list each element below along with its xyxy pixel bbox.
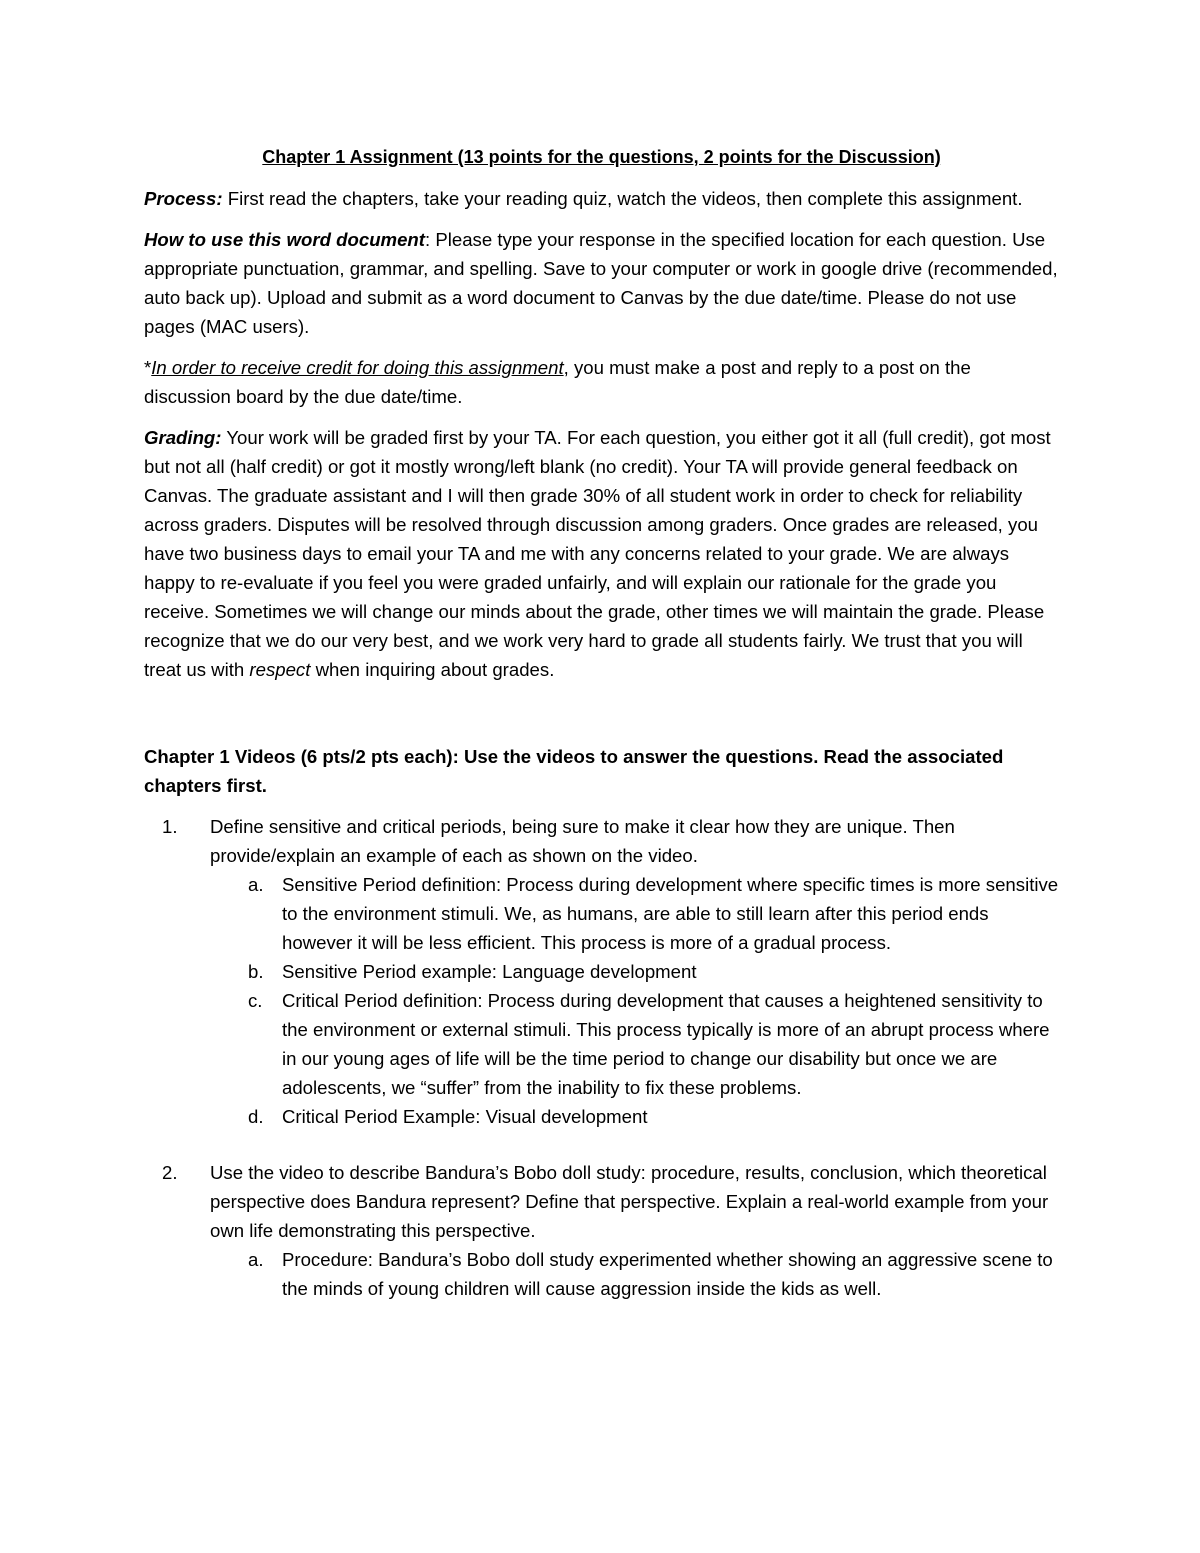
question-text: Define sensitive and critical periods, being sure to make it clear how they are unique. Then provide/explain an example of each as shown on the video. bbox=[210, 816, 955, 866]
process-paragraph bbox=[144, 184, 1059, 213]
grading-text-after: when inquiring about grades. bbox=[310, 659, 555, 680]
question-item bbox=[144, 812, 1059, 1131]
howto-paragraph bbox=[144, 225, 1059, 341]
credit-star: * bbox=[144, 357, 152, 378]
answer-text: Sensitive Period example: Language development bbox=[282, 961, 697, 982]
credit-text: , you must make a post and reply to a post on the discussion board by the due date/time. bbox=[144, 357, 971, 407]
grading-emphasis: respect bbox=[249, 659, 311, 680]
credit-paragraph bbox=[144, 353, 1059, 411]
process-text: First read the chapters, take your reading quiz, watch the videos, then complete this assignment. bbox=[222, 188, 1023, 209]
answer-letter: c. bbox=[248, 990, 263, 1011]
answer-text: Sensitive Period definition: Process during development where specific times is more sensitive to the environment stimuli. We, as humans, are able to still learn after this period ends however it will be less efficient. This process is more of a gradual process. bbox=[282, 874, 1059, 953]
videos-heading: Chapter 1 Videos (6 pts/2 pts each): Use the videos to answer the questions. Read the associated chapters first. bbox=[144, 746, 1004, 796]
question-text: Use the video to describe Bandura’s Bobo doll study: procedure, results, conclusion, which theoretical perspective does Bandura represent? Define that perspective. Explain a real-world example from your own life demonstrating this perspective. bbox=[210, 1162, 1049, 1241]
question-list bbox=[144, 812, 1059, 1303]
answer-letter: a. bbox=[248, 1249, 264, 1270]
question-item bbox=[144, 1158, 1059, 1303]
answer-item bbox=[144, 870, 1059, 957]
grading-text: Your work will be graded first by your TA. For each question, you either got it all (full credit), got most but not all (half credit) or got it mostly wrong/left blank (no credit). Your TA will provide general feedback on Canvas. The graduate assistant and I will then grade 30% of all student work in order to check for reliability across graders. Disputes will be resolved through discussion among graders. Once grades are released, you have two business days to email your TA and me with any concerns related to your grade. We are always happy to re-evaluate if you feel you were graded unfairly, and will explain our rationale for the grade you receive. Sometimes we will change our minds about the grade, other times we will maintain the grade. Please recognize that we do our very best, and we work very hard to grade all students fairly. We trust that you will treat us with bbox=[144, 427, 1051, 680]
process-label: Process: bbox=[144, 188, 223, 209]
answer-letter: d. bbox=[248, 1106, 264, 1127]
answer-item bbox=[144, 1245, 1059, 1303]
answer-list bbox=[210, 1245, 1059, 1303]
answer-letter: b. bbox=[248, 961, 264, 982]
answer-item bbox=[144, 957, 1059, 986]
question-number: 1. bbox=[162, 816, 178, 837]
grading-paragraph bbox=[144, 423, 1059, 684]
answer-letter: a. bbox=[248, 874, 264, 895]
document-page bbox=[144, 143, 1059, 1330]
question-number: 2. bbox=[162, 1162, 178, 1183]
grading-label: Grading: bbox=[144, 427, 222, 448]
answer-text: Critical Period Example: Visual development bbox=[282, 1106, 648, 1127]
answer-text: Critical Period definition: Process during development that causes a heightened sensitivity to the environment or external stimuli. This process typically is more of an abrupt process where in our young ages of life will be the time period to change our disability but once we are adolescents, we “suffer” from the inability to fix these problems. bbox=[282, 990, 1050, 1098]
answer-text: Procedure: Bandura’s Bobo doll study experimented whether showing an aggressive scene to the minds of young children will cause aggression inside the kids as well. bbox=[282, 1249, 1053, 1299]
answer-list bbox=[210, 870, 1059, 1131]
assignment-title: Chapter 1 Assignment (13 points for the questions, 2 points for the Discussion) bbox=[262, 147, 941, 167]
howto-label: How to use this word document bbox=[144, 229, 425, 250]
answer-item bbox=[144, 1102, 1059, 1131]
howto-text: : Please type your response in the specified location for each question. Use appropriate punctuation, grammar, and spelling. Save to your computer or work in google drive (recommended, auto back up). Upload and submit as a word document to Canvas by the due date/time. Please do not use pages (MAC users). bbox=[144, 229, 1058, 337]
answer-item bbox=[144, 986, 1059, 1102]
credit-underlined: In order to receive credit for doing this assignment bbox=[151, 357, 564, 378]
spacer bbox=[144, 696, 1059, 742]
